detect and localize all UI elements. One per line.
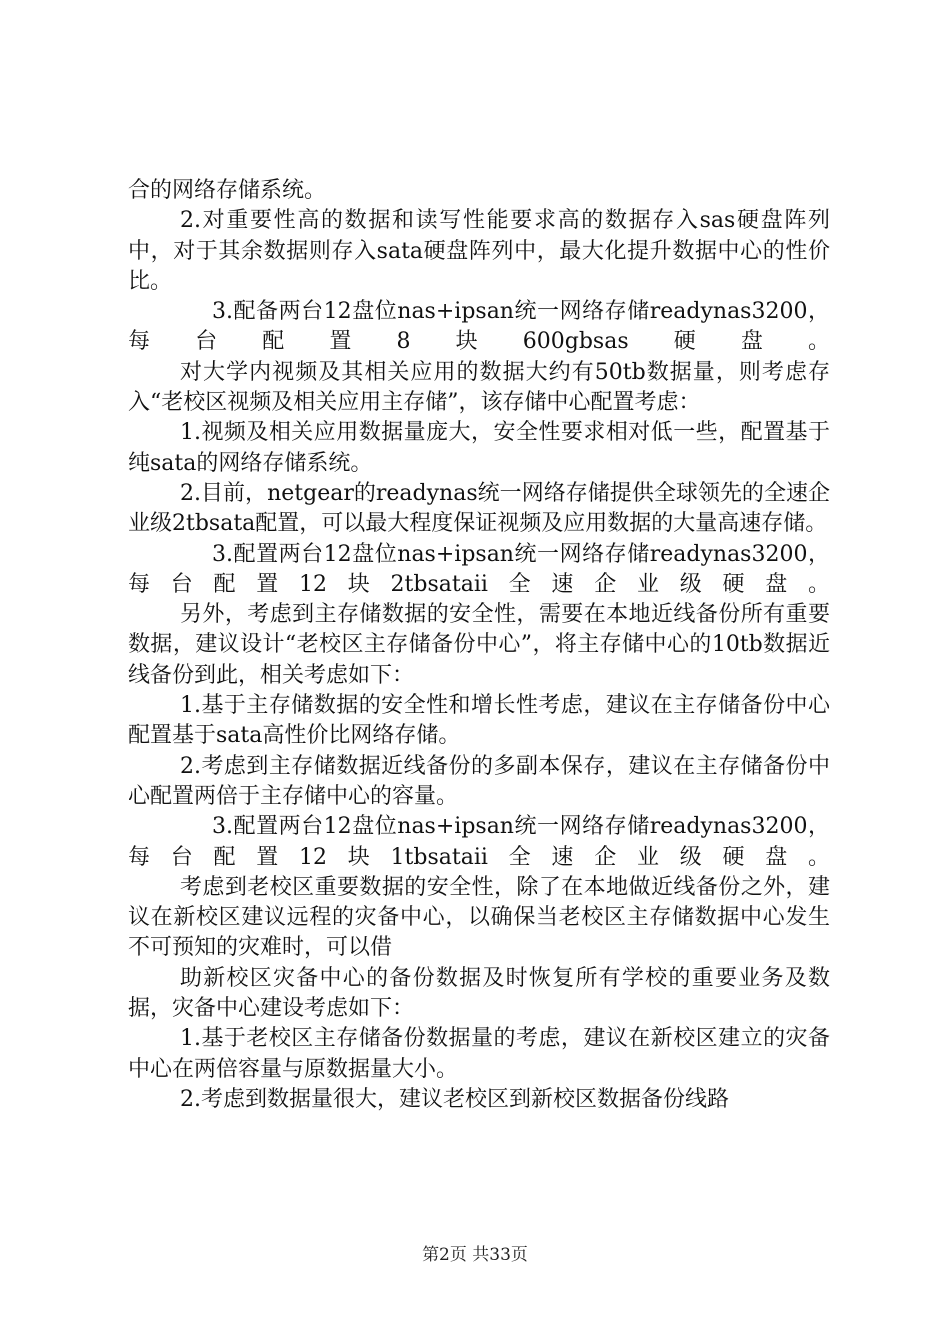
paragraph-3: 3.配备两台12盘位nas+ipsan统一网络存储readynas3200，每台配置8块600gbsas硬盘。 — [128, 299, 830, 355]
paragraph-11: 3.配置两台12盘位nas+ipsan统一网络存储readynas3200，每台配置12块1tbsataii全速企业级硬盘。 — [128, 814, 830, 870]
paragraph-10: 2.考虑到主存储数据近线备份的多副本保存，建议在主存储备份中心配置两倍于主存储中心的容量。 — [128, 753, 830, 809]
page-number-label: 第2页 共33页 — [422, 1245, 528, 1265]
paragraph-1: 合的网络存储系统。 — [128, 178, 327, 203]
paragraph-4: 对大学内视频及其相关应用的数据大约有50tb数据量，则考虑存入“老校区视频及相关应用主存储”，该存储中心配置考虑： — [128, 359, 830, 416]
paragraph-14: 1.基于老校区主存储备份数据量的考虑，建议在新校区建立的灾备中心在两倍容量与原数据量大小。 — [128, 1026, 830, 1082]
paragraph-15: 2.考虑到数据量很大，建议老校区到新校区数据备份线路 — [180, 1086, 729, 1112]
paragraph-2: 2.对重要性高的数据和读写性能要求高的数据存入sas硬盘阵列中，对于其余数据则存入sata硬盘阵列中，最大化提升数据中心的性价比。 — [128, 208, 830, 294]
paragraph-7: 3.配置两台12盘位nas+ipsan统一网络存储readynas3200，每台配置12块2tbsataii全速企业级硬盘。 — [128, 541, 830, 597]
document-body — [128, 176, 830, 1115]
page-footer — [0, 1244, 950, 1266]
paragraph-13: 助新校区灾备中心的备份数据及时恢复所有学校的重要业务及数据，灾备中心建设考虑如下： — [128, 965, 830, 1022]
paragraph-8: 另外，考虑到主存储数据的安全性，需要在本地近线备份所有重要数据，建议设计“老校区主存储备份中心”，将主存储中心的10tb数据近线备份到此，相关考虑如下： — [128, 602, 830, 688]
paragraph-9: 1.基于主存储数据的安全性和增长性考虑，建议在主存储备份中心配置基于sata高性价比网络存储。 — [128, 693, 830, 749]
paragraph-12: 考虑到老校区重要数据的安全性，除了在本地做近线备份之外，建议在新校区建议远程的灾备中心，以确保当老校区主存储数据中心发生不可预知的灾难时，可以借 — [128, 874, 830, 961]
paragraph-5: 1.视频及相关应用数据量庞大，安全性要求相对低一些，配置基于纯sata的网络存储系统。 — [128, 420, 830, 476]
paragraph-6: 2.目前，netgear的readynas统一网络存储提供全球领先的全速企业级2tbsata配置，可以最大程度保证视频及应用数据的大量高速存储。 — [128, 480, 830, 537]
